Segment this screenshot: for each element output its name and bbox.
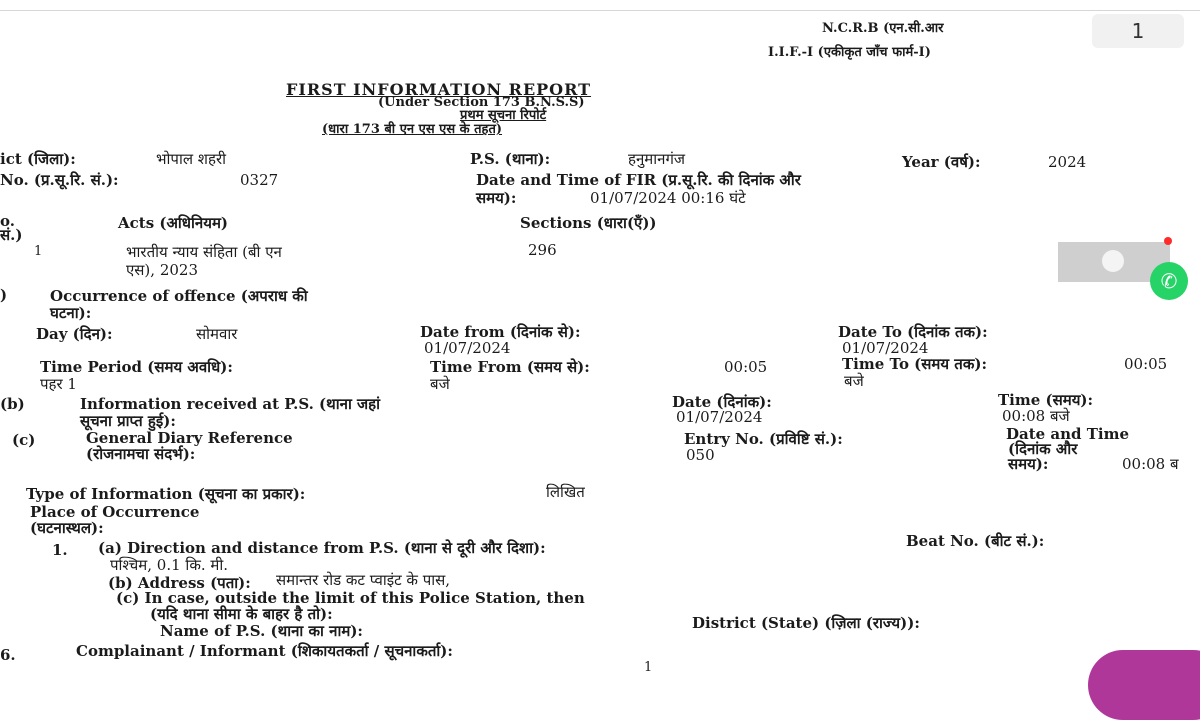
ps-label: P.S. (थाना):: [470, 150, 551, 168]
time-to-label: Time To (समय तक):: [842, 355, 987, 373]
gd-marker: (c): [12, 431, 36, 449]
info-type-value: लिखित: [546, 483, 585, 501]
info-time-label: Time (समय):: [998, 391, 1094, 409]
document-title: FIRST INFORMATION REPORT: [286, 80, 592, 99]
place-label-cont: (घटनास्थल):: [30, 519, 104, 537]
time-from-label: Time From (समय से):: [430, 358, 590, 376]
year-label: Year (वर्ष):: [902, 153, 981, 171]
document-subtitle: (Under Section 173 B.N.S.S): [378, 95, 585, 110]
top-divider: [0, 10, 1200, 11]
gd-label-cont: (रोजनामचा संदर्भ):: [86, 445, 196, 463]
outside-ps-label-cont: (यदि थाना सीमा के बाहर है तो):: [150, 605, 333, 623]
info-received-marker: (b): [0, 395, 25, 413]
info-received-label: Information received at P.S. (थाना जहां: [80, 395, 381, 413]
district-label: ict (जिला):: [0, 150, 76, 168]
day-label: Day (दिन):: [36, 325, 113, 343]
district-state-label: District (State) (ज़िला (राज्य)):: [692, 614, 920, 632]
complainant-label: Complainant / Informant (शिकायतकर्ता / सूचनाकर्ता):: [76, 642, 453, 660]
document-title-hindi: प्रथम सूचना रिपोर्ट: [460, 108, 547, 123]
date-from-label: Date from (दिनांक से):: [420, 323, 581, 341]
fir-datetime-label-cont: समय):: [476, 189, 517, 207]
floating-action-bubble[interactable]: [1088, 650, 1200, 720]
address-value: समान्तर रोड कट प्वाइंट के पास,: [276, 571, 451, 589]
ps-value: हनुमानगंज: [628, 150, 686, 168]
place-item-number: 1.: [52, 541, 68, 559]
date-from-value: 01/07/2024: [424, 339, 511, 357]
entry-no-label: Entry No. (प्रविष्टि सं.):: [684, 430, 843, 448]
direction-value: पश्चिम, 0.1 कि. मी.: [110, 556, 228, 574]
time-to-unit: बजे: [844, 372, 864, 390]
fir-number-value: 0327: [240, 171, 279, 189]
outside-ps-label: (c) In case, outside the limit of this Police Station, then: [116, 589, 585, 607]
address-label: (b) Address (पता):: [108, 574, 251, 592]
time-to-value: 00:05: [1124, 355, 1168, 373]
info-date-label: Date (दिनांक):: [672, 393, 772, 411]
gd-datetime-label-cont2: समय):: [1008, 455, 1049, 473]
info-date-value: 01/07/2024: [676, 408, 763, 426]
complainant-number: 6.: [0, 646, 16, 664]
occurrence-label-cont: घटना):: [50, 304, 92, 322]
info-received-label-cont: सूचना प्राप्त हुई):: [80, 412, 176, 430]
fir-number-label: No. (प्र.सू.रि. सं.):: [0, 171, 119, 189]
time-from-value: 00:05: [724, 358, 768, 376]
section-value: 296: [528, 241, 557, 259]
document-subtitle-hindi: (धारा 173 बी एन एस एस के तहत): [322, 122, 503, 137]
notification-dot: [1164, 237, 1172, 245]
act-name-cont: एस), 2023: [126, 261, 198, 279]
sections-label: Sections (धारा(एँ)): [520, 214, 657, 232]
ps-name-label: Name of P.S. (थाना का नाम):: [160, 622, 363, 640]
entry-no-value: 050: [686, 446, 715, 464]
footer-mark: 1: [644, 660, 653, 675]
fir-datetime-value: 01/07/2024 00:16 घंटे: [590, 189, 746, 207]
acts-label: Acts (अधिनियम): [118, 214, 229, 232]
occurrence-marker: ): [0, 286, 8, 304]
whatsapp-icon[interactable]: ✆: [1150, 262, 1188, 300]
ncrb-label: N.C.R.B (एन.सी.आर: [822, 21, 944, 36]
year-value: 2024: [1048, 153, 1087, 171]
act-name: भारतीय न्याय संहिता (बी एन: [126, 243, 282, 261]
gd-datetime-label: Date and Time: [1006, 425, 1130, 443]
time-from-unit: बजे: [430, 375, 450, 393]
gd-datetime-label-cont: (दिनांक और: [1008, 440, 1078, 458]
direction-label: (a) Direction and distance from P.S. (थाना से दूरी और दिशा):: [98, 539, 546, 557]
occurrence-label: Occurrence of offence (अपराध की: [50, 287, 308, 305]
date-to-label: Date To (दिनांक तक):: [838, 323, 988, 341]
info-time-value: 00:08 बजे: [1002, 407, 1070, 425]
iif-label: I.I.F.-I (एकीकृत जाँच फार्म-I): [768, 45, 931, 60]
serial-no-label-cont: सं.): [0, 226, 23, 244]
info-type-label: Type of Information (सूचना का प्रकार):: [26, 485, 306, 503]
day-value: सोमवार: [196, 325, 238, 343]
gd-datetime-value: 00:08 ब: [1122, 455, 1179, 473]
date-to-value: 01/07/2024: [842, 339, 929, 357]
act-serial-no: 1: [34, 244, 43, 259]
gd-label: General Diary Reference: [86, 429, 293, 447]
time-period-label: Time Period (समय अवधि):: [40, 358, 233, 376]
serial-no-label: o.: [0, 212, 15, 230]
time-period-value: पहर 1: [40, 375, 77, 393]
district-value: भोपाल शहरी: [156, 150, 226, 168]
page-number: 1: [1092, 14, 1184, 48]
fir-datetime-label: Date and Time of FIR (प्र.सू.रि. की दिनांक और: [476, 171, 801, 189]
place-label: Place of Occurrence: [30, 503, 200, 521]
beat-no-label: Beat No. (बीट सं.):: [906, 532, 1045, 550]
